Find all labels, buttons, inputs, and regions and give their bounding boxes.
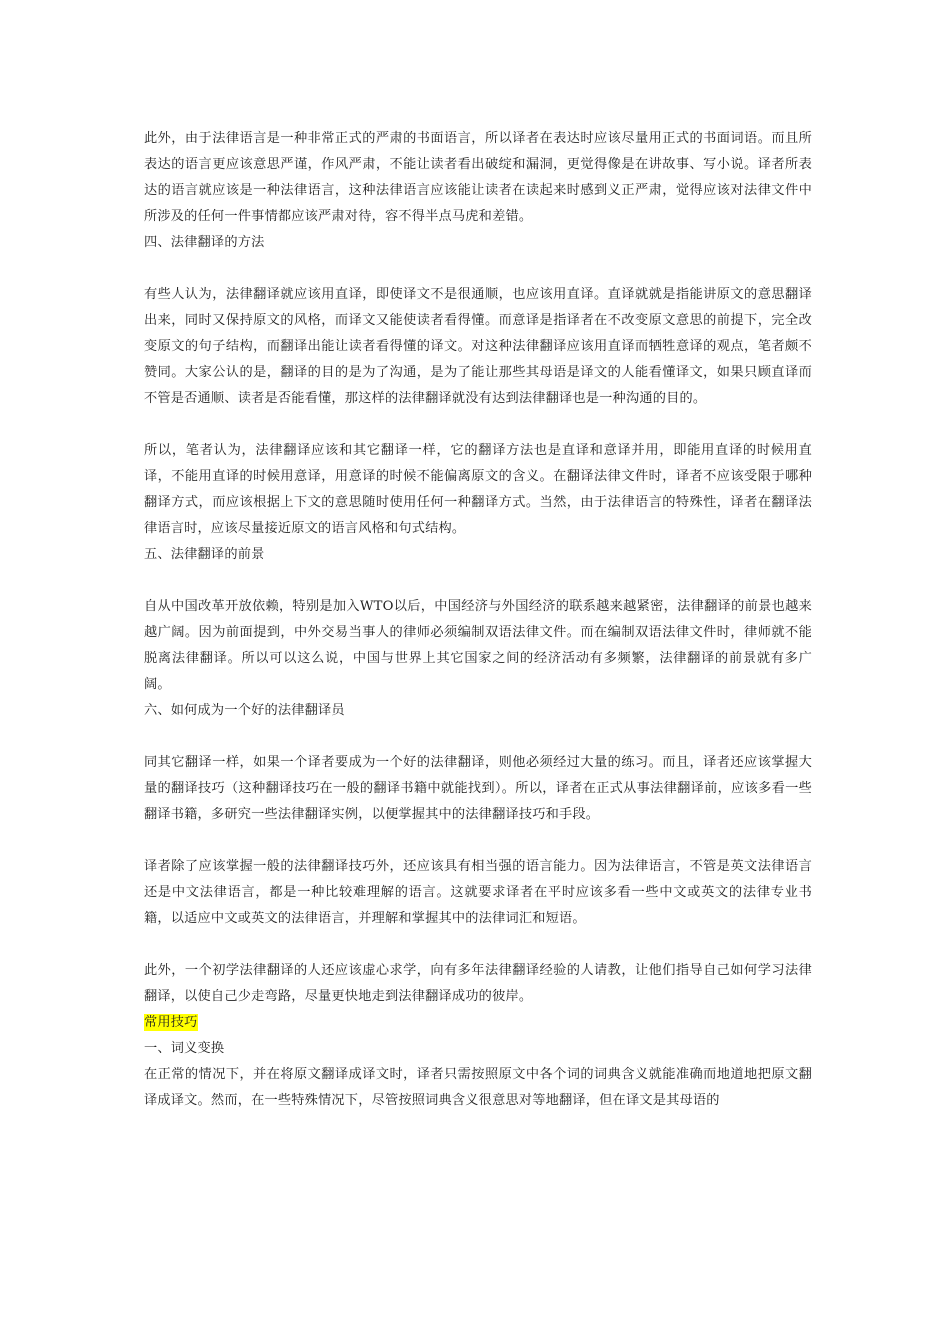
highlight-title-line [144, 1010, 812, 1036]
paragraph-prospects: 自从中国改革开放依赖，特别是加入WTO以后，中国经济与外国经济的联系越来越紧密，法律翻译的前景也越来越广阔。因为前面提到，中外交易当事人的律师必须编制双语法律文件。而在编制双语法律文件时，律师就不能脱离法律翻译。所以可以这么说，中国与世界上其它国家之间的经济活动有多频繁，法律翻译的前景就有多广阔。 [144, 599, 812, 692]
paragraph-combined-methods: 所以，笔者认为，法律翻译应该和其它翻译一样，它的翻译方法也是直译和意译并用，即能用直译的时候用直译，不能用直译的时候用意译，用意译的时候不能偏离原文的含义。在翻译法律文件时，译者不应该受限于哪种翻译方式，而应该根据上下文的意思随时使用任何一种翻译方式。当然，由于法律语言的特殊性，译者在翻译法律语言时，应该尽量接近原文的语言风格和句式结构。 [144, 443, 812, 536]
paragraph-humble-learning: 此外，一个初学法律翻译的人还应该虚心求学，向有多年法律翻译经验的人请教，让他们指导自己如何学习法律翻译，以使自己少走弯路，尽量更快地走到法律翻译成功的彼岸。 [144, 963, 812, 1004]
paragraph-practice: 同其它翻译一样，如果一个译者要成为一个好的法律翻译，则他必须经过大量的练习。而且，译者还应该掌握大量的翻译技巧（这种翻译技巧在一般的翻译书籍中就能找到）。所以，译者在正式从事法律翻译前，应该多看一些翻译书籍，多研究一些法律翻译实例，以便掌握其中的法律翻译技巧和手段。 [144, 755, 812, 822]
heading-translation-prospects: 五、法律翻译的前景 [144, 547, 265, 562]
paragraph-dictionary-meaning: 在正常的情况下，并在将原文翻译成译文时，译者只需按照原文中各个词的词典含义就能准确而地道地把原文翻译成译文。然而，在一些特殊情况下，尽管按照词典含义很意思对等地翻译，但在译文是其母语的 [144, 1067, 812, 1108]
paragraph-formal-language: 此外，由于法律语言是一种非常正式的严肃的书面语言，所以译者在表达时应该尽量用正式的书面词语。而且所表达的语言更应该意思严谨，作风严肃，不能让读者看出破绽和漏洞，更觉得像是在讲故事、写小说。译者所表达的语言就应该是一种法律语言，这种法律语言应该能让读者在读起来时感到义正严肃，觉得应该对法律文件中所涉及的任何一件事情都应该严肃对待，容不得半点马虎和差错。 [144, 131, 812, 224]
paragraph-literal-translation: 有些人认为，法律翻译就应该用直译，即使译文不是很通顺，也应该用直译。直译就就是指能讲原文的意思翻译出来，同时又保持原文的风格，而译文又能使读者看得懂。而意译是指译者在不改变原文意思的前提下，完全改变原文的句子结构，而翻译出能让读者看得懂的译文。对这种法律翻译应该用直译而牺牲意译的观点，笔者颇不赞同。大家公认的是，翻译的目的是为了沟通，是为了能让那些其母语是译文的人能看懂译文，如果只顾直译而不管是否通顺、读者是否能看懂，那这样的法律翻译就没有达到法律翻译也是一种沟通的目的。 [144, 287, 812, 406]
heading-word-meaning-shift: 一、词义变换 [144, 1041, 225, 1056]
paragraph-language-ability: 译者除了应该掌握一般的法律翻译技巧外，还应该具有相当强的语言能力。因为法律语言，不管是英文法律语言还是中文法律语言，都是一种比较难理解的语言。这就要求译者在平时应该多看一些中文或英文的法律专业书籍，以适应中文或英文的法律语言，并理解和掌握其中的法律词汇和短语。 [144, 859, 812, 926]
document-body [144, 126, 812, 1114]
highlighted-title: 常用技巧 [144, 1015, 198, 1030]
heading-good-translator: 六、如何成为一个好的法律翻译员 [144, 703, 345, 718]
heading-translation-methods: 四、法律翻译的方法 [144, 235, 265, 250]
